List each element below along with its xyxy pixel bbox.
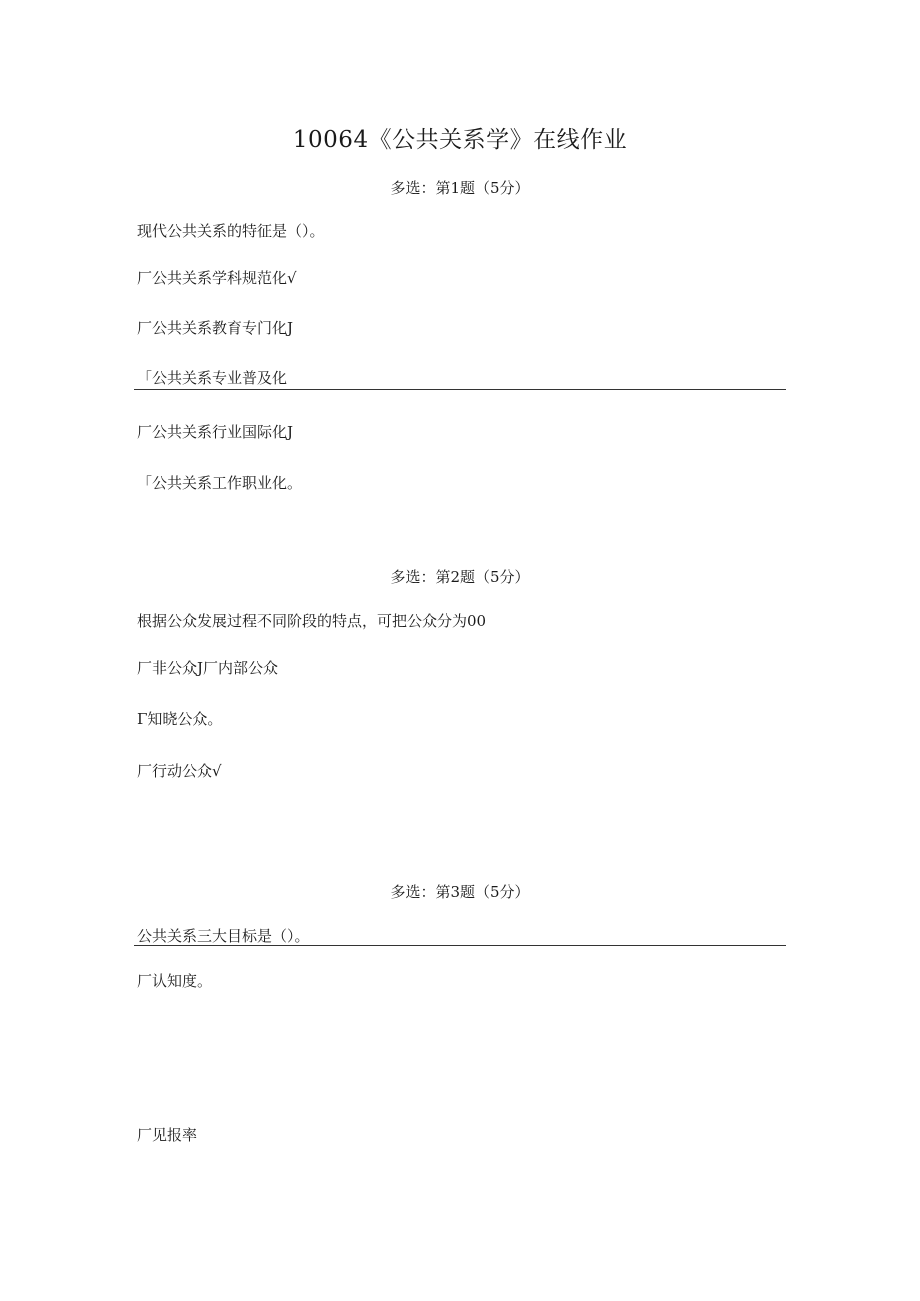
document-title: 10064《公共关系学》在线作业 bbox=[292, 127, 628, 153]
question-1-stem: 现代公共关系的特征是（）。 bbox=[137, 222, 325, 240]
question-2-stem: 根据公众发展过程不同阶段的特点，可把公众分为00 bbox=[137, 612, 487, 630]
question-1-heading: 多选：第1题（5分） bbox=[390, 179, 530, 197]
divider-line bbox=[134, 389, 786, 390]
question-1-option-3: 「公共关系专业普及化 bbox=[137, 369, 288, 387]
question-2-option-3: 厂行动公众√ bbox=[137, 762, 222, 780]
question-1-option-2: 厂公共关系教育专门化J bbox=[137, 319, 294, 337]
question-3-heading: 多选：第3题（5分） bbox=[390, 883, 530, 901]
question-3-option-2: 厂见报率 bbox=[137, 1126, 198, 1144]
question-1-option-5: 「公共关系工作职业化。 bbox=[137, 474, 303, 492]
question-2-option-1: 厂非公众J厂内部公众 bbox=[137, 659, 279, 677]
question-3-stem: 公共关系三大目标是（）。 bbox=[137, 927, 310, 945]
divider-line bbox=[134, 945, 786, 946]
question-1-option-1: 厂公共关系学科规范化√ bbox=[137, 269, 297, 287]
question-3-option-1: 厂认知度。 bbox=[137, 972, 213, 990]
question-2-heading: 多选：第2题（5分） bbox=[390, 568, 530, 586]
question-2-option-2: Γ知晓公众。 bbox=[137, 710, 223, 728]
question-1-option-4: 厂公共关系行业国际化J bbox=[137, 423, 294, 441]
